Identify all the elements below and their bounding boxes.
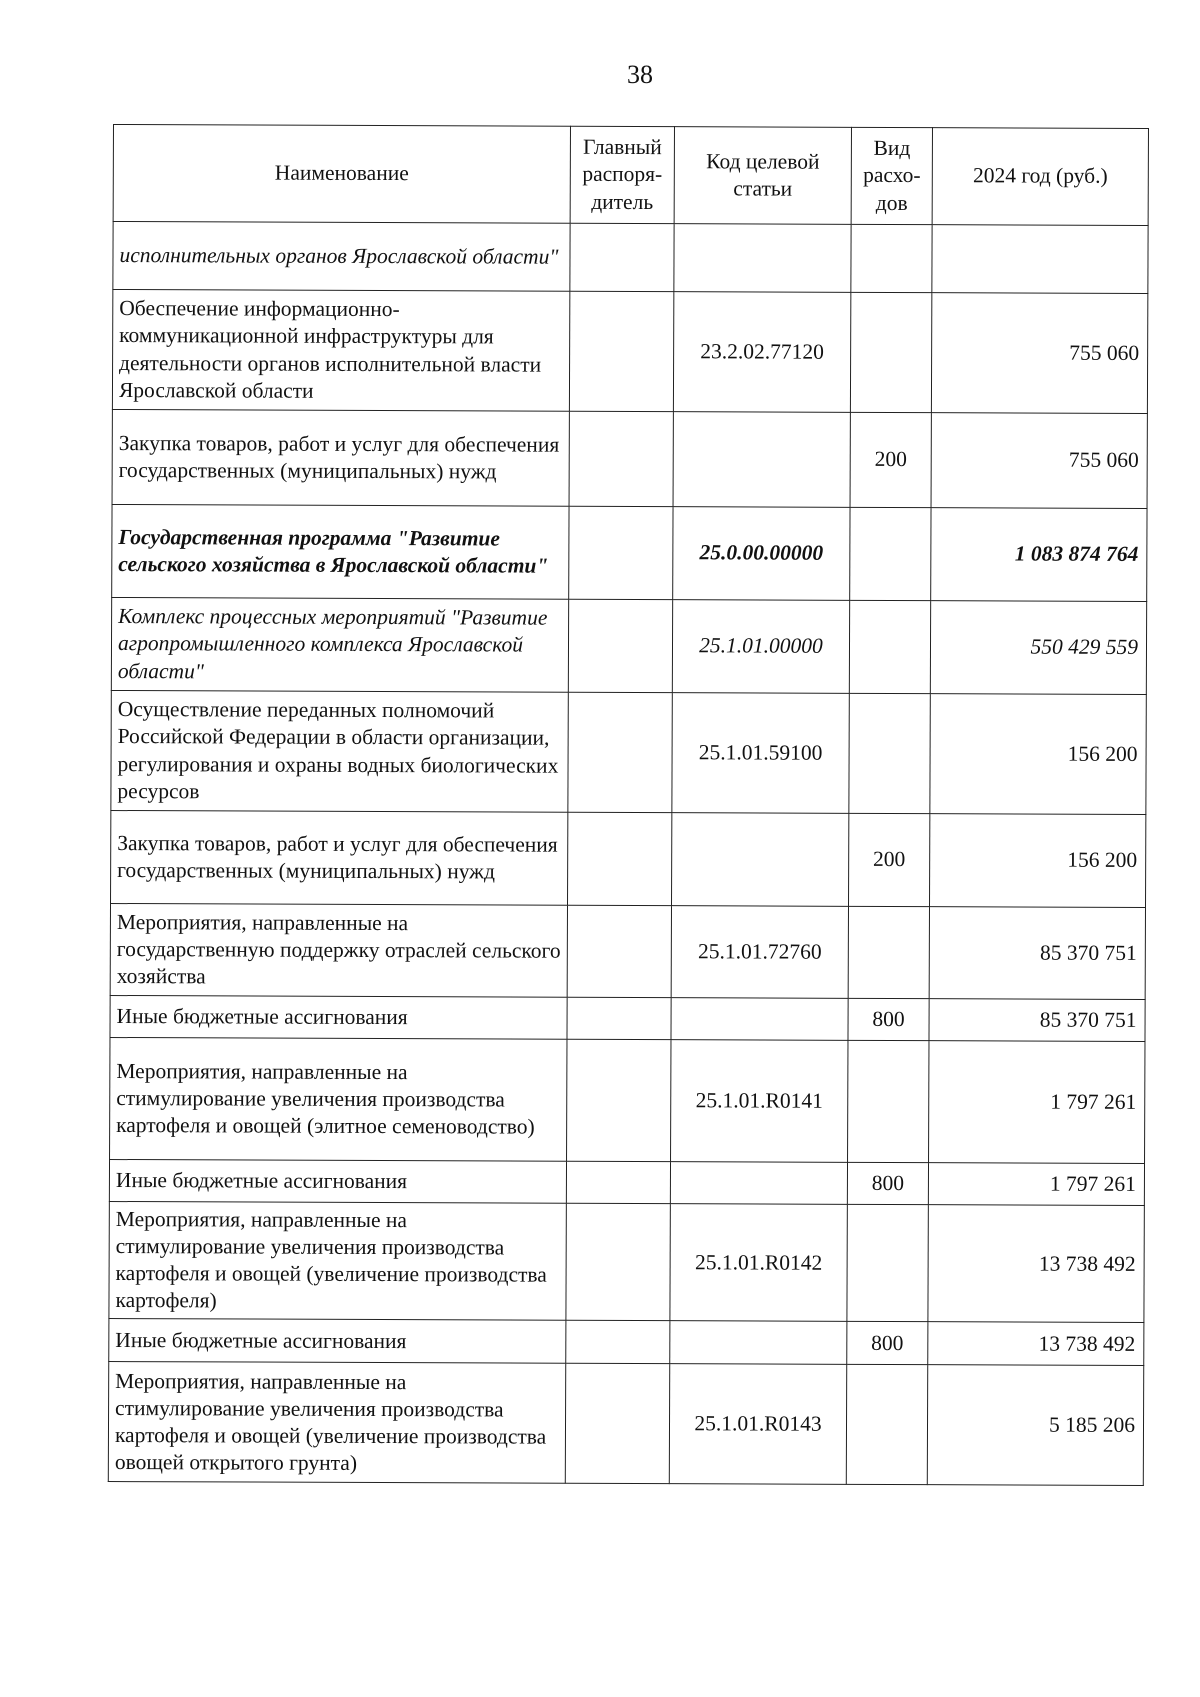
cell-name: Государственная программа "Развитие сельского хозяйства в Ярославской области": [112, 504, 569, 599]
table-row: [110, 1037, 1145, 1163]
cell-kind: [851, 224, 932, 292]
page-number: 38: [627, 60, 653, 89]
cell-kind: 800: [848, 998, 929, 1040]
cell-kind: [846, 1365, 927, 1485]
cell-code: 25.1.01.72760: [671, 906, 848, 999]
cell-amount: 1 797 261: [929, 1041, 1145, 1164]
cell-manager: [569, 291, 673, 411]
table-row: [112, 290, 1147, 414]
cell-name: Иные бюджетные ассигнования: [109, 1159, 566, 1203]
cell-kind: [849, 600, 930, 693]
cell-manager: [568, 599, 672, 692]
cell-code: 25.0.00.00000: [673, 507, 850, 601]
cell-code: [670, 1321, 847, 1365]
header-name: Наименование: [113, 125, 570, 224]
header-kind: Вид расхо-дов: [851, 127, 932, 224]
cell-code: 25.1.01.R0143: [669, 1364, 846, 1485]
cell-manager: [566, 1321, 670, 1364]
cell-manager: [569, 411, 673, 506]
table-row: [113, 222, 1148, 294]
cell-manager: [568, 692, 672, 812]
cell-name: Мероприятия, направленные на стимулирование увеличения производства картофеля и овощей (увеличение производства картофеля): [109, 1201, 566, 1320]
cell-code: [672, 813, 849, 907]
table-row: [111, 690, 1146, 814]
cell-code: 25.1.01.00000: [672, 600, 849, 694]
table-row: [112, 409, 1147, 508]
budget-table: [108, 124, 1149, 1486]
cell-manager: [565, 1364, 669, 1484]
cell-amount: 550 429 559: [930, 601, 1146, 695]
cell-name: Обеспечение информационно-коммуникационной инфраструктуры для деятельности органов исполнительной власти Ярославской области: [112, 290, 569, 412]
cell-kind: [848, 906, 929, 998]
header-code: Код целевой статьи: [674, 127, 851, 225]
cell-kind: 200: [849, 813, 930, 906]
cell-kind: [849, 693, 930, 813]
cell-manager: [567, 997, 671, 1039]
cell-code: [671, 998, 848, 1041]
cell-name: исполнительных органов Ярославской области": [113, 222, 570, 292]
cell-kind: [850, 292, 931, 412]
cell-kind: 200: [850, 412, 931, 507]
cell-manager: [566, 1161, 670, 1203]
table-row: [111, 810, 1146, 907]
cell-amount: 1 083 874 764: [931, 508, 1147, 602]
table-body: [108, 222, 1148, 1486]
cell-code: 25.1.01.R0141: [671, 1040, 848, 1163]
cell-manager: [567, 1039, 671, 1161]
cell-code: [674, 224, 851, 293]
cell-amount: 156 200: [930, 814, 1146, 908]
cell-kind: [848, 1040, 929, 1162]
table-row: [109, 1319, 1144, 1366]
cell-code: 23.2.02.77120: [673, 292, 850, 413]
table-row: [109, 1201, 1144, 1322]
cell-amount: 13 738 492: [928, 1322, 1144, 1366]
cell-amount: 85 370 751: [929, 999, 1145, 1042]
cell-amount: 85 370 751: [929, 907, 1145, 1000]
cell-manager: [566, 1203, 670, 1321]
cell-name: Мероприятия, направленные на государственную поддержку отраслей сельского хозяйства: [110, 903, 567, 997]
cell-code: 25.1.01.R0142: [670, 1204, 847, 1322]
cell-name: Иные бюджетные ассигнования: [109, 1319, 566, 1364]
table-row: [108, 1362, 1143, 1486]
cell-kind: [847, 1204, 928, 1322]
cell-code: [670, 1162, 847, 1205]
cell-amount: 5 185 206: [927, 1365, 1143, 1486]
cell-name: Комплекс процессных мероприятий "Развитие агропромышленного комплекса Ярославской области": [111, 597, 568, 692]
cell-name: Мероприятия, направленные на стимулирование увеличения производства картофеля и овощей (увеличение производства овощей открытого грунта): [108, 1362, 565, 1484]
cell-amount: [932, 225, 1148, 294]
cell-amount: 1 797 261: [928, 1163, 1144, 1206]
cell-manager: [568, 812, 672, 905]
cell-name: Закупка товаров, работ и услуг для обеспечения государственных (муниципальных) нужд: [111, 810, 568, 905]
cell-code: [673, 412, 850, 508]
cell-kind: 800: [847, 1162, 928, 1204]
cell-code: 25.1.01.59100: [672, 693, 849, 814]
cell-name: Осуществление переданных полномочий Российской Федерации в области организации, регулирования и охраны водных биологических ресурсов: [111, 690, 568, 812]
table-row: [109, 1159, 1144, 1205]
cell-kind: [850, 507, 931, 600]
cell-amount: 13 738 492: [928, 1205, 1144, 1323]
cell-name: Мероприятия, направленные на стимулирование увеличения производства картофеля и овощей (элитное семеноводство): [110, 1037, 567, 1161]
table-header-row: [113, 125, 1148, 226]
cell-manager: [567, 905, 671, 997]
cell-amount: 755 060: [931, 293, 1147, 414]
table-row: [110, 903, 1145, 999]
header-manager: Главный распоря-дитель: [570, 126, 674, 223]
cell-kind: 800: [847, 1322, 928, 1365]
cell-amount: 755 060: [931, 413, 1147, 509]
cell-name: Иные бюджетные ассигнования: [110, 995, 567, 1039]
cell-manager: [570, 223, 674, 291]
table-row: [111, 597, 1146, 694]
cell-name: Закупка товаров, работ и услуг для обеспечения государственных (муниципальных) нужд: [112, 409, 569, 506]
table-row: [110, 995, 1145, 1041]
cell-manager: [569, 506, 673, 599]
table-row: [112, 504, 1147, 601]
header-amount: 2024 год (руб.): [932, 128, 1148, 226]
cell-amount: 156 200: [930, 694, 1146, 815]
